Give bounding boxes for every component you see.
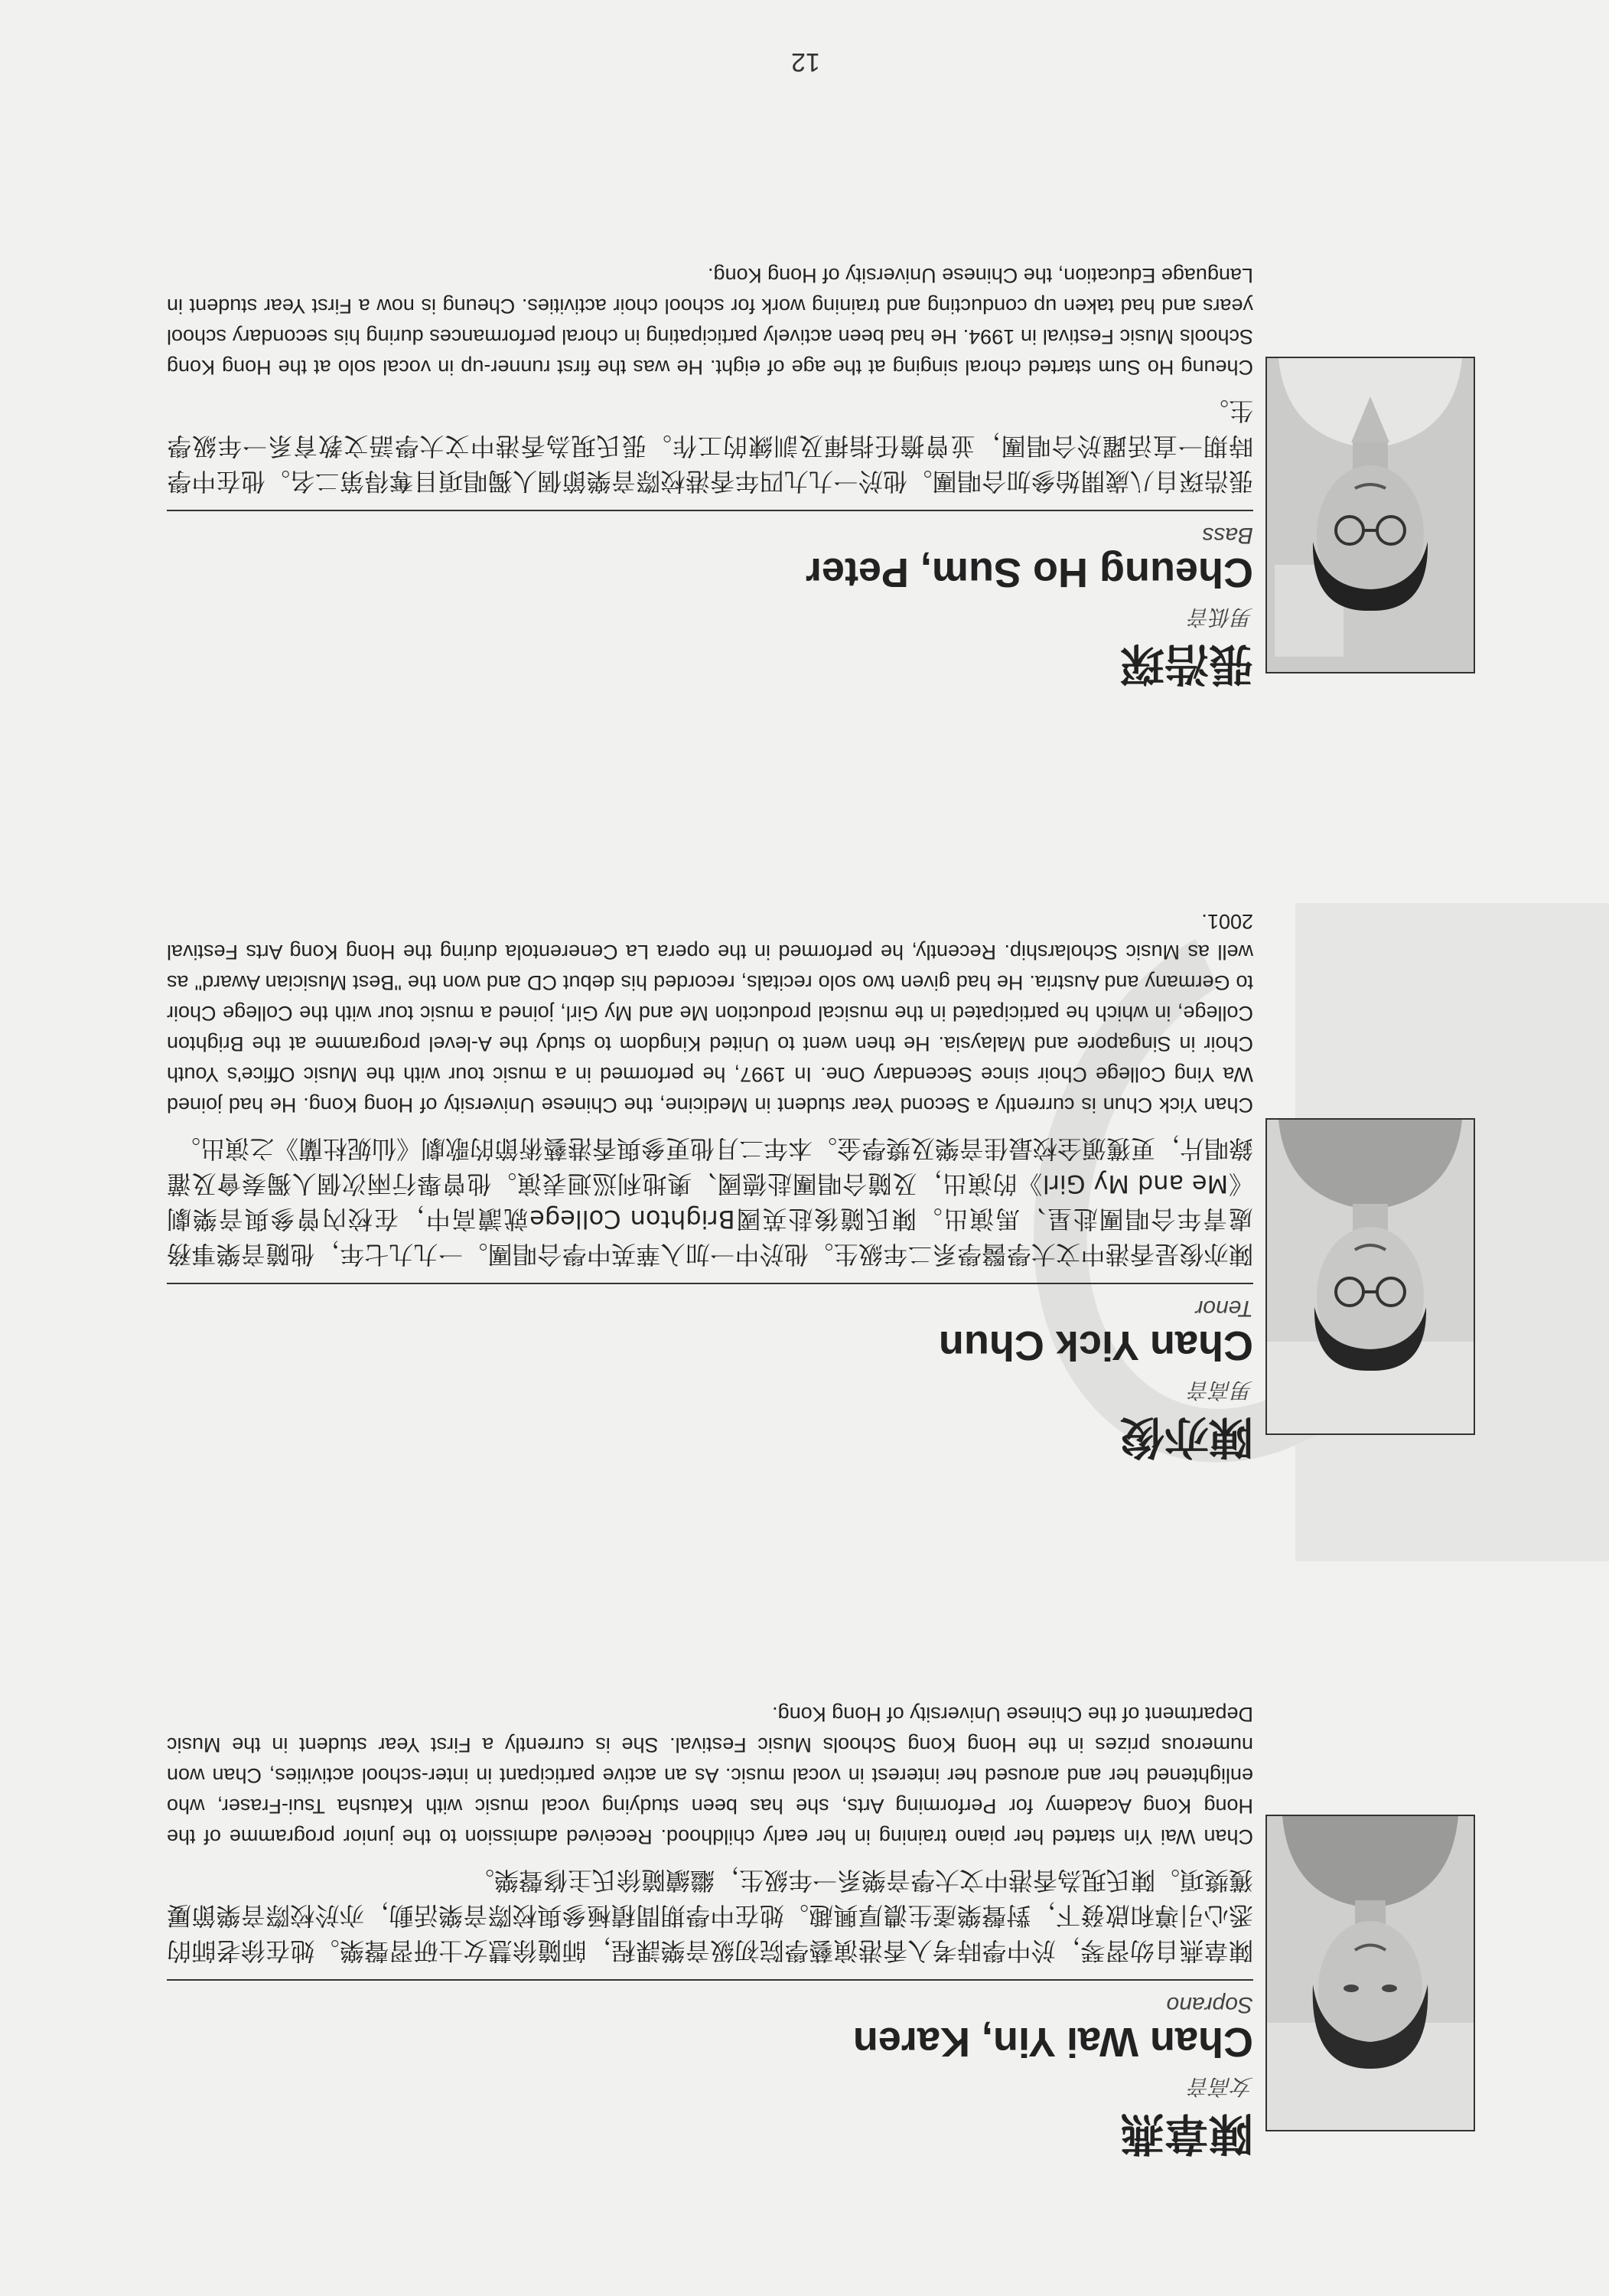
page-number: 12 <box>791 47 820 77</box>
english-biography: Cheung Ho Sum started choral singing at the age of eight. He was the first runner-up in vocal solo at the Hong Kong Schools Music Festival in 1994. He had been actively participating in choral performances during his secondary school years and had taken up conducting and training work for school choir activities. Cheung is now a First Year student in Language Education, the Chinese University of Hong Kong. <box>167 264 1253 379</box>
member-text <box>151 906 1253 1462</box>
divider-rule <box>167 1283 1253 1284</box>
chinese-voice-part: 男低音 <box>1188 605 1253 630</box>
english-name: Cheung Ho Sum, Peter <box>805 550 1253 595</box>
portrait-photo-art <box>1267 1816 1474 2130</box>
chinese-name: 陳韋燕 <box>1119 2108 1253 2160</box>
english-voice-part: Bass <box>1202 523 1253 548</box>
portrait-photo-art <box>1267 358 1474 672</box>
chinese-voice-part: 女高音 <box>1188 2074 1253 2099</box>
portrait-photo-art <box>1267 1120 1474 1433</box>
member-text <box>151 260 1253 689</box>
english-biography: Chan Wai Yin started her piano training in her early childhood. Received admission to the junior programme of the Hong Kong Academy for Performing Arts, she has been studying vocal music with Katusha Tsui-Fraser, who enlightened her and aroused her interest in vocal music. As an active participant in inter-school activities, Chan won numerous prizes in the Hong Kong Schools Music Festival. She is currently a First Year student in the Music Department of the Chinese University of Hong Kong. <box>167 1703 1253 1848</box>
english-name: Chan Yick Chun <box>938 1322 1253 1368</box>
english-biography: Chan Yick Chun is currently a Second Year student in Medicine, the Chinese University of Hong Kong. He had joined Wa Ying College Choir since Secendary One. In 1997, he performed in a music tour with the Music Office's Youth Choir in Singapore and Malaysia. He then went to United Kingdom to study the A-level programme at the Brighton College, in which he participated in the musical production Me and My Girl, joined a music tour with the College Choir to Germany and Austria. He had given two solo recitals, recorded his debut CD and won the "Best Musician Award" as well as Music Scholarship. Recently, he performed in the opera La Cenerentola during the Hong Kong Arts Festival 2001. <box>167 910 1253 1117</box>
english-name: Chan Wai Yin, Karen <box>852 2019 1253 2065</box>
divider-rule <box>167 1979 1253 1981</box>
member-text <box>151 1699 1253 2158</box>
english-voice-part: Soprano <box>1166 1992 1253 2017</box>
portrait-photo <box>1265 1118 1475 1435</box>
chinese-name: 張浩琛 <box>1119 638 1253 690</box>
portrait-photo <box>1265 357 1475 673</box>
chinese-voice-part: 男高音 <box>1188 1378 1253 1403</box>
portrait-photo <box>1265 1815 1475 2131</box>
chinese-biography: 陳韋燕自幼習琴，於中學時考入香港演藝學院初級音樂課程，師隨徐慧女士研習聲樂。她在徐老師的悉心引導和啟發下，對聲樂產生濃厚興趣。她在中學期間積極參與校際音樂活動，亦於校際音樂節屢獲獎項。陳氏現為香港中文大學音樂系一年級生，繼續隨徐氏主修聲樂。 <box>167 1866 1253 1965</box>
english-voice-part: Tenor <box>1195 1296 1253 1321</box>
chinese-name: 陳亦俊 <box>1119 1411 1253 1463</box>
chinese-biography: 張浩琛自八歲開始參加合唱團。他於一九九四年香港校際音樂節個人獨唱項目奪得第二名。他在中學時期一直活躍於合唱團，並曾擔任指揮及訓練的工作。張氏現為香港中文大學語文教育系一年級學生。 <box>167 396 1253 496</box>
chinese-biography: 陳亦俊是香港中文大學醫學系二年級生。他於中一加入華英中學合唱團。一九九七年，他隨音樂事務處青年合唱團赴星、馬演出。陳氏隨後赴英國Brighton College就讀高中，在校內曾參與音樂劇《Me and My Girl》的演出，及隨合唱團赴德國、奧地利巡迴表演。他曾舉行兩次個人獨奏會及灌錄唱片，更獲頒全校最佳音樂及獎學金。本年二月他更參與香港藝術節的歌劇《仙妮杜蘭》之演出。 <box>167 1134 1253 1269</box>
divider-rule <box>167 510 1253 511</box>
